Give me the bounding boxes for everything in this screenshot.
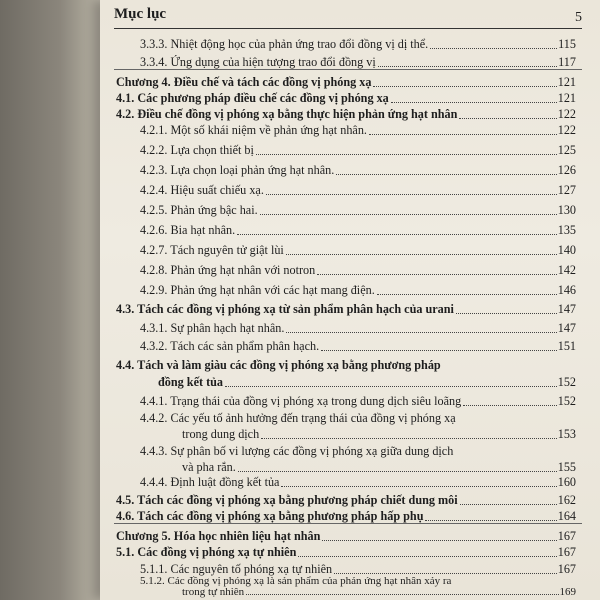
- leader-dots: [334, 572, 557, 574]
- toc-section: [116, 493, 576, 508]
- toc-entry-continuation: [116, 375, 576, 390]
- toc-entry-page: 147: [557, 302, 576, 317]
- toc-entry-text: 4.4.1. Trạng thái của đồng vị phóng xạ trong dung dịch siêu loãng: [140, 393, 462, 408]
- leader-dots: [238, 470, 557, 472]
- toc-entry-text: 4.2.1. Một số khái niệm về phản ứng hạt nhân.: [140, 123, 367, 138]
- toc-entry-page: 140: [557, 242, 576, 257]
- leader-dots: [459, 117, 556, 119]
- toc-entry-multiline: [140, 411, 576, 442]
- table-of-contents: [100, 0, 600, 600]
- leader-dots: [463, 404, 556, 406]
- toc-entry: [140, 263, 576, 278]
- toc-section: [116, 302, 576, 317]
- toc-entry-page: 152: [557, 393, 576, 408]
- toc-section-multiline: [116, 358, 576, 390]
- toc-chapter: [116, 529, 576, 544]
- toc-entry-text: trong tự nhiên: [182, 586, 245, 598]
- toc-entry-page: 117: [558, 55, 576, 70]
- toc-entry-text: 4.1. Các phương pháp điều chế các đồng vị phóng xạ: [116, 90, 389, 105]
- toc-entry-text: 4.3.2. Tách các sản phẩm phân hạch.: [140, 338, 320, 353]
- toc-section: [116, 545, 576, 560]
- toc-entry-page: 152: [557, 374, 576, 389]
- leader-dots: [391, 101, 557, 103]
- page-number: 5: [575, 10, 582, 25]
- section-divider: [114, 523, 582, 524]
- toc-entry-text: 4.2.7. Tách nguyên tử giật lùi: [140, 242, 284, 257]
- toc-entry: [140, 339, 576, 354]
- toc-entry-page: 142: [557, 262, 576, 277]
- toc-entry-page: 169: [559, 586, 576, 598]
- toc-entry-multiline: [140, 444, 576, 475]
- toc-entry-page: 115: [558, 37, 576, 52]
- leader-dots: [336, 173, 556, 175]
- toc-entry-text: 4.2. Điều chế đồng vị phóng xạ bằng thực hiện phản ứng hạt nhân: [116, 106, 458, 121]
- leader-dots: [261, 437, 557, 439]
- toc-entry-page: 121: [557, 75, 576, 90]
- toc-entry-text: và pha rắn.: [182, 459, 236, 474]
- toc-entry: [140, 321, 576, 336]
- leader-dots: [460, 503, 557, 505]
- toc-entry: [140, 143, 576, 158]
- toc-section: [116, 91, 576, 106]
- toc-entry-page: 155: [557, 459, 576, 474]
- toc-entry-continuation: [182, 587, 576, 598]
- leader-dots: [430, 47, 557, 49]
- toc-entry-text: 4.2.9. Phản ứng hạt nhân với các hạt mang điện.: [140, 282, 375, 297]
- toc-entry-page: 164: [557, 508, 576, 523]
- leader-dots: [246, 593, 558, 595]
- toc-entry-text: 4.6. Tách các đồng vị phóng xạ bằng phương pháp hấp phụ: [116, 508, 424, 523]
- toc-entry: [140, 223, 576, 238]
- toc-entry-text: 5.1.1. Các nguyên tố phóng xạ tự nhiên: [140, 562, 333, 576]
- leader-dots: [373, 85, 556, 87]
- toc-entry-page: 167: [557, 545, 576, 559]
- toc-entry-text: 3.3.4. Ứng dụng của hiện tượng trao đổi đồng vị: [140, 55, 376, 70]
- leader-dots: [377, 293, 557, 295]
- leader-dots: [369, 133, 557, 135]
- leader-dots: [256, 153, 557, 155]
- toc-entry-page: 127: [557, 182, 576, 197]
- toc-entry-page: 153: [557, 427, 576, 441]
- toc-entry-text: 4.2.6. Bia hạt nhân.: [140, 222, 236, 237]
- toc-entry-text: 3.3.3. Nhiệt động học của phản ứng trao đổi đồng vị dị thể.: [140, 37, 429, 52]
- book-page: [100, 0, 600, 600]
- leader-dots: [298, 555, 556, 557]
- toc-entry-text: 4.2.2. Lựa chọn thiết bị: [140, 143, 254, 158]
- toc-entry-text: trong dung dịch: [182, 427, 260, 441]
- toc-entry-text: 4.2.8. Phản ứng hạt nhân với notron: [140, 262, 316, 277]
- toc-entry-page: 122: [557, 106, 576, 121]
- toc-entry-page: 167: [557, 528, 576, 543]
- leader-dots: [266, 193, 557, 195]
- toc-entry-page: 122: [557, 123, 576, 138]
- toc-entry: [140, 475, 576, 490]
- leader-dots: [260, 213, 557, 215]
- leader-dots: [378, 65, 557, 67]
- toc-entry-page: 151: [557, 338, 576, 353]
- toc-entry-text: 4.2.4. Hiệu suất chiếu xạ.: [140, 182, 264, 197]
- leader-dots: [322, 539, 556, 541]
- toc-entry-page: 146: [557, 282, 576, 297]
- toc-section: [116, 107, 576, 122]
- toc-entry-page: 160: [557, 475, 576, 490]
- leader-dots: [425, 519, 556, 521]
- toc-entry-continuation: [140, 427, 576, 442]
- toc-entry-text: 4.5. Tách các đồng vị phóng xạ bằng phương pháp chiết dung môi: [116, 492, 458, 507]
- toc-entry-page: 126: [557, 163, 576, 177]
- toc-entry-text: 4.3. Tách các đồng vị phóng xạ từ sản phẩm phân hạch của urani: [116, 302, 454, 317]
- toc-chapter: [116, 75, 576, 90]
- toc-entry-text: 4.2.5. Phản ứng bậc hai.: [140, 202, 258, 217]
- toc-entry-text: 4.4.4. Định luật đồng kết tủa: [140, 475, 280, 490]
- toc-entry-page: 125: [557, 143, 576, 158]
- leader-dots: [286, 331, 556, 333]
- toc-entry-text: 4.4.3. Sự phân bố vi lượng các đồng vị phóng xạ giữa dung dịch: [140, 443, 454, 458]
- leader-dots: [456, 312, 557, 314]
- toc-entry-text: 4.3.1. Sự phân hạch hạt nhân.: [140, 320, 285, 335]
- toc-entry: [140, 203, 576, 218]
- toc-entry-text: 5.1. Các đồng vị phóng xạ tự nhiên: [116, 545, 297, 559]
- section-divider: [114, 69, 582, 70]
- leader-dots: [225, 385, 557, 387]
- toc-entry-page: 162: [557, 492, 576, 507]
- leader-dots: [286, 253, 557, 255]
- toc-entry: [140, 163, 576, 178]
- toc-entry-page: 167: [557, 562, 576, 576]
- toc-entry: [140, 394, 576, 409]
- toc-entry-page: 147: [557, 320, 576, 335]
- leader-dots: [317, 273, 557, 275]
- toc-entry-text: Chương 5. Hóa học nhiên liệu hạt nhân: [116, 528, 321, 543]
- toc-entry: [140, 183, 576, 198]
- toc-entry-continuation: [140, 460, 576, 475]
- toc-entry: [140, 243, 576, 258]
- toc-entry-text: Chương 4. Điều chế và tách các đồng vị phóng xạ: [116, 75, 372, 90]
- toc-entry: [140, 123, 576, 138]
- toc-entry-text: 5.1.2. Các đồng vị phóng xạ là sản phẩm của phản ứng hạt nhân xảy ra: [140, 575, 452, 587]
- toc-entry-text: đồng kết tủa: [158, 374, 224, 389]
- toc-entry-page: 135: [557, 222, 576, 237]
- leader-dots: [321, 349, 557, 351]
- toc-entry-page: 121: [557, 90, 576, 105]
- toc-entry: [140, 283, 576, 298]
- leader-dots: [237, 233, 557, 235]
- toc-entry-page: 130: [557, 202, 576, 217]
- page-title: Mục lục: [114, 6, 167, 22]
- toc-entry-text: 4.4.2. Các yếu tố ảnh hưởng đến trạng thái của đồng vị phóng xạ: [140, 411, 456, 425]
- toc-section: [116, 509, 576, 524]
- toc-entry: [140, 37, 576, 52]
- leader-dots: [281, 485, 556, 487]
- toc-entry-text: 4.4. Tách và làm giàu các đồng vị phóng xạ bằng phương pháp: [116, 357, 441, 372]
- toc-entry-text: 4.2.3. Lựa chọn loại phản ứng hạt nhân.: [140, 163, 335, 177]
